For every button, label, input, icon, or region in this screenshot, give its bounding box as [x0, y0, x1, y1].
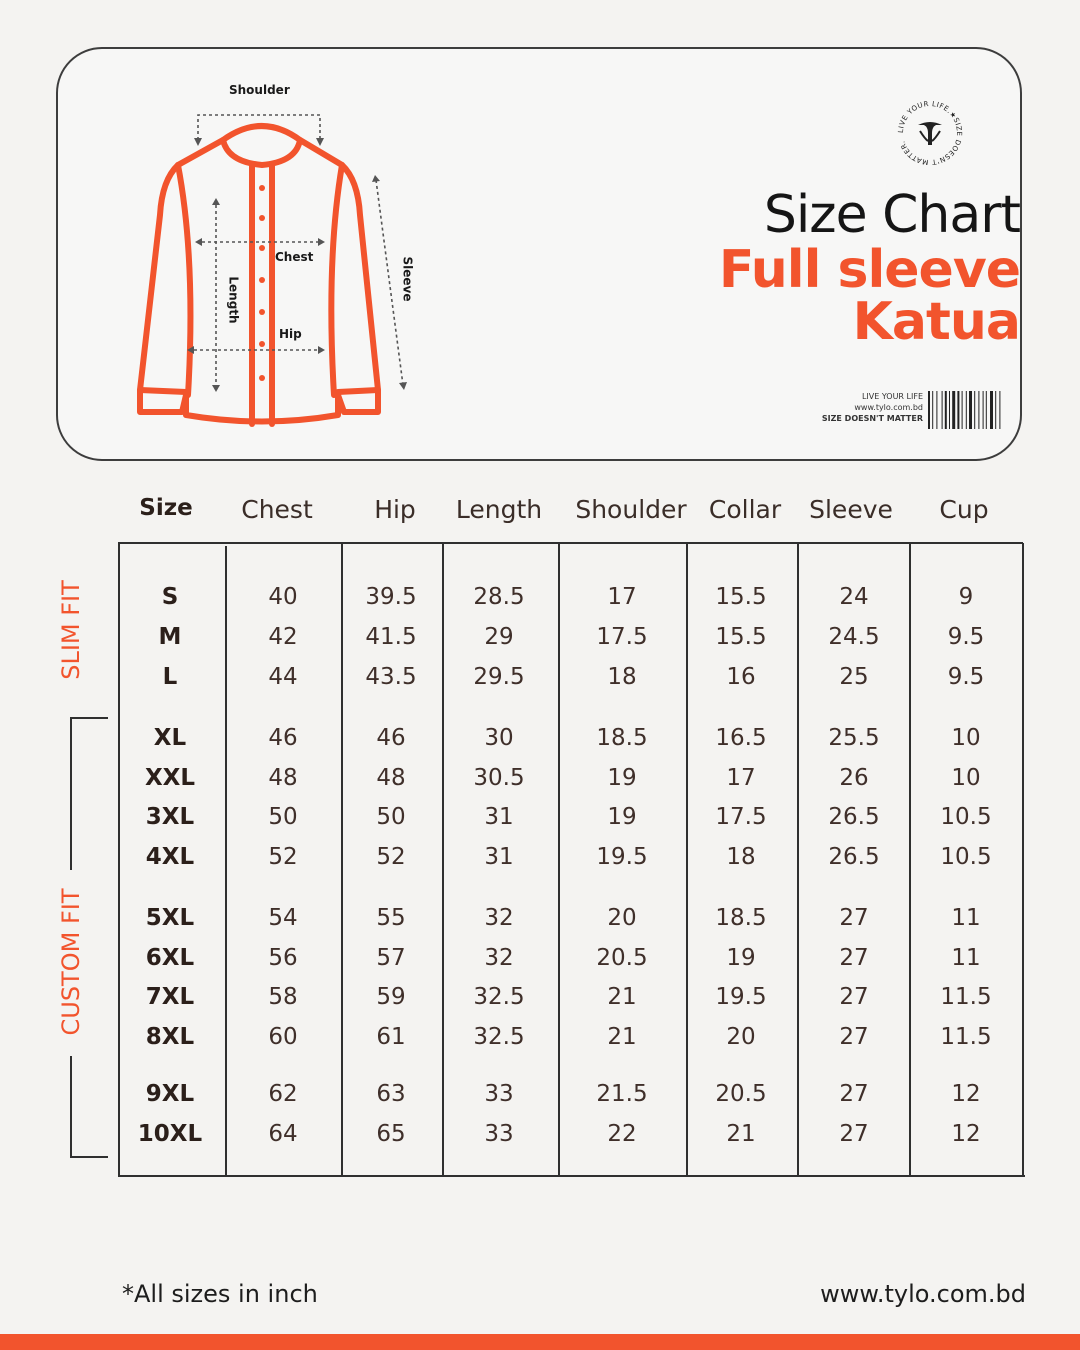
- table-cell: 32.5: [473, 984, 525, 1010]
- table-cell: 10: [951, 725, 981, 751]
- table-cell: 20.5: [715, 1081, 767, 1107]
- table-cell: 41.5: [365, 624, 417, 650]
- size-cell: 7XL: [145, 984, 195, 1010]
- seal-text: LIVE YOUR LIFE.★SIZE DOESN'T MATTER.: [896, 99, 964, 167]
- custom-fit-label: CUSTOM FIT: [57, 888, 85, 1036]
- size-cell: 9XL: [145, 1081, 195, 1107]
- table-cell: 21: [607, 984, 637, 1010]
- table-cell: 29: [484, 624, 514, 650]
- slim-fit-label: SLIM FIT: [57, 580, 85, 680]
- table-cell: 24: [839, 584, 869, 610]
- table-cell: 48: [376, 765, 406, 791]
- table-cell: 10.5: [940, 804, 992, 830]
- table-cell: 10: [951, 765, 981, 791]
- table-cell: 31: [484, 804, 514, 830]
- table-cell: 30.5: [473, 765, 525, 791]
- table-cell: 42: [268, 624, 298, 650]
- header-sleeve: Sleeve: [809, 495, 893, 524]
- table-cell: 39.5: [365, 584, 417, 610]
- table-cell: 28.5: [473, 584, 525, 610]
- table-cell: 9.5: [947, 664, 985, 690]
- table-cell: 17: [607, 584, 637, 610]
- slogan: SIZE DOESN'T MATTER: [821, 414, 923, 423]
- table-cell: 46: [376, 725, 406, 751]
- table-cell: 18: [607, 664, 637, 690]
- diagram-label-length: Length: [226, 276, 241, 324]
- table-cell: 25: [839, 664, 869, 690]
- table-cell: 58: [268, 984, 298, 1010]
- table-cell: 31: [484, 844, 514, 870]
- table-cell: 27: [839, 945, 869, 971]
- table-cell: 27: [839, 1024, 869, 1050]
- table-cell: 18.5: [715, 905, 767, 931]
- table-cell: 20: [607, 905, 637, 931]
- table-cell: 32: [484, 945, 514, 971]
- table-cell: 56: [268, 945, 298, 971]
- table-cell: 21: [607, 1024, 637, 1050]
- header-shoulder: Shoulder: [575, 495, 687, 524]
- table-cell: 11: [951, 945, 981, 971]
- table-cell: 29.5: [473, 664, 525, 690]
- table-cell: 25.5: [828, 725, 880, 751]
- diagram-label-hip: Hip: [279, 327, 302, 341]
- header-chest: Chest: [241, 495, 313, 524]
- table-cell: 48: [268, 765, 298, 791]
- table-cell: 19: [607, 765, 637, 791]
- table-cell: 62: [268, 1081, 298, 1107]
- size-cell: 8XL: [145, 1024, 195, 1050]
- table-cell: 27: [839, 1081, 869, 1107]
- size-cell: 10XL: [137, 1121, 203, 1147]
- table-cell: 60: [268, 1024, 298, 1050]
- table-cell: 32: [484, 905, 514, 931]
- table-cell: 26.5: [828, 844, 880, 870]
- table-cell: 33: [484, 1121, 514, 1147]
- table-cell: 20: [726, 1024, 756, 1050]
- header-cup: Cup: [939, 495, 989, 524]
- table-cell: 55: [376, 905, 406, 931]
- size-cell: M: [158, 624, 182, 650]
- table-cell: 21.5: [596, 1081, 648, 1107]
- table-cell: 50: [268, 804, 298, 830]
- size-cell: 4XL: [145, 844, 195, 870]
- table-cell: 19.5: [596, 844, 648, 870]
- table-cell: 12: [951, 1121, 981, 1147]
- header-length: Length: [455, 495, 543, 524]
- table-cell: 65: [376, 1121, 406, 1147]
- table-cell: 52: [268, 844, 298, 870]
- table-cell: 16: [726, 664, 756, 690]
- table-cell: 18.5: [596, 725, 648, 751]
- table-cell: 61: [376, 1024, 406, 1050]
- table-cell: 22: [607, 1121, 637, 1147]
- header-size: Size: [139, 495, 193, 521]
- size-cell: S: [161, 584, 179, 610]
- table-cell: 40: [268, 584, 298, 610]
- table-cell: 32.5: [473, 1024, 525, 1050]
- diagram-label-sleeve: Sleeve: [400, 256, 415, 302]
- table-cell: 18: [726, 844, 756, 870]
- header-hip: Hip: [374, 495, 416, 524]
- table-cell: 12: [951, 1081, 981, 1107]
- size-cell: XL: [153, 725, 187, 751]
- table-cell: 24.5: [828, 624, 880, 650]
- table-cell: 52: [376, 844, 406, 870]
- table-cell: 15.5: [715, 584, 767, 610]
- table-cell: 27: [839, 1121, 869, 1147]
- table-cell: 26: [839, 765, 869, 791]
- table-cell: 54: [268, 905, 298, 931]
- size-cell: XXL: [144, 765, 196, 791]
- table-cell: 44: [268, 664, 298, 690]
- table-cell: 27: [839, 905, 869, 931]
- title-full-sleeve: Full sleeve: [718, 240, 1020, 300]
- table-cell: 19: [607, 804, 637, 830]
- diagram-label-chest: Chest: [275, 250, 314, 264]
- table-cell: 11.5: [940, 984, 992, 1010]
- footnote: *All sizes in inch: [122, 1280, 318, 1308]
- table-cell: 16.5: [715, 725, 767, 751]
- table-cell: 57: [376, 945, 406, 971]
- table-cell: 11.5: [940, 1024, 992, 1050]
- table-cell: 20.5: [596, 945, 648, 971]
- table-cell: 63: [376, 1081, 406, 1107]
- table-cell: 50: [376, 804, 406, 830]
- table-cell: 27: [839, 984, 869, 1010]
- bottom-accent-bar: [0, 1334, 1080, 1350]
- table-cell: 43.5: [365, 664, 417, 690]
- size-cell: 3XL: [145, 804, 195, 830]
- tagline: LIVE YOUR LIFE: [861, 392, 923, 401]
- size-cell: 6XL: [145, 945, 195, 971]
- table-cell: 26.5: [828, 804, 880, 830]
- table-cell: 33: [484, 1081, 514, 1107]
- table-cell: 17: [726, 765, 756, 791]
- table-cell: 9.5: [947, 624, 985, 650]
- small-website: www.tylo.com.bd: [854, 403, 923, 412]
- table-cell: 21: [726, 1121, 756, 1147]
- title-size-chart: Size Chart: [763, 185, 1020, 245]
- table-cell: 46: [268, 725, 298, 751]
- table-cell: 19.5: [715, 984, 767, 1010]
- title-katua: Katua: [852, 292, 1020, 352]
- size-cell: L: [162, 664, 178, 690]
- table-cell: 11: [951, 905, 981, 931]
- footer-website-link[interactable]: www.tylo.com.bd: [820, 1280, 1026, 1308]
- diagram-label-shoulder: Shoulder: [229, 83, 290, 97]
- table-cell: 10.5: [940, 844, 992, 870]
- table-cell: 17.5: [715, 804, 767, 830]
- table-cell: 30: [484, 725, 514, 751]
- table-cell: 19: [726, 945, 756, 971]
- table-cell: 15.5: [715, 624, 767, 650]
- table-cell: 9: [958, 584, 974, 610]
- table-cell: 64: [268, 1121, 298, 1147]
- table-cell: 59: [376, 984, 406, 1010]
- header-collar: Collar: [708, 495, 782, 524]
- size-cell: 5XL: [145, 905, 195, 931]
- table-cell: 17.5: [596, 624, 648, 650]
